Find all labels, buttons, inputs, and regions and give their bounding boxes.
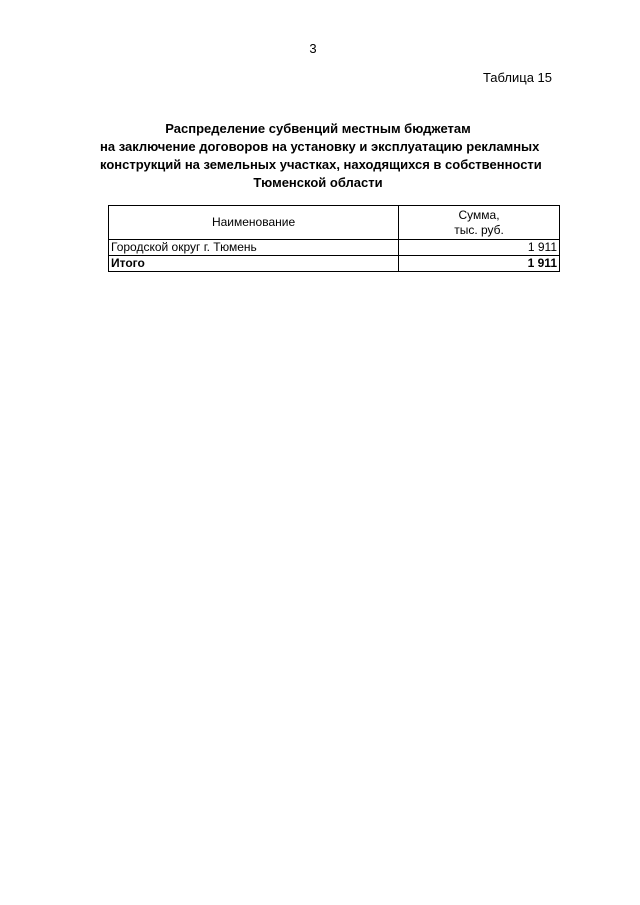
page-number: 3 <box>309 41 317 56</box>
table-row <box>109 240 560 256</box>
title-line-4: Тюменской области <box>253 175 383 190</box>
table-label: Таблица 15 <box>482 70 552 85</box>
title-line-2: на заключение договоров на установку и эксплуатацию рекламных <box>100 139 540 154</box>
subvention-table <box>108 205 560 272</box>
title-line-3: конструкций на земельных участках, находящихся в собственности <box>100 157 542 172</box>
column-header-name: Наименование <box>109 206 399 240</box>
table-header-row <box>109 206 560 240</box>
column-header-sum-line-1: Сумма, <box>458 207 500 222</box>
column-header-sum <box>399 206 560 240</box>
total-name-cell: Итого <box>109 256 399 272</box>
row-name-cell: Городской округ г. Тюмень <box>109 240 399 256</box>
row-sum-cell: 1 911 <box>399 240 560 256</box>
title-line-1: Распределение субвенций местным бюджетам <box>165 121 471 136</box>
document-title <box>100 120 542 192</box>
total-sum-cell: 1 911 <box>399 256 560 272</box>
column-header-sum-line-2: тыс. руб. <box>454 222 504 237</box>
total-row <box>109 256 560 272</box>
